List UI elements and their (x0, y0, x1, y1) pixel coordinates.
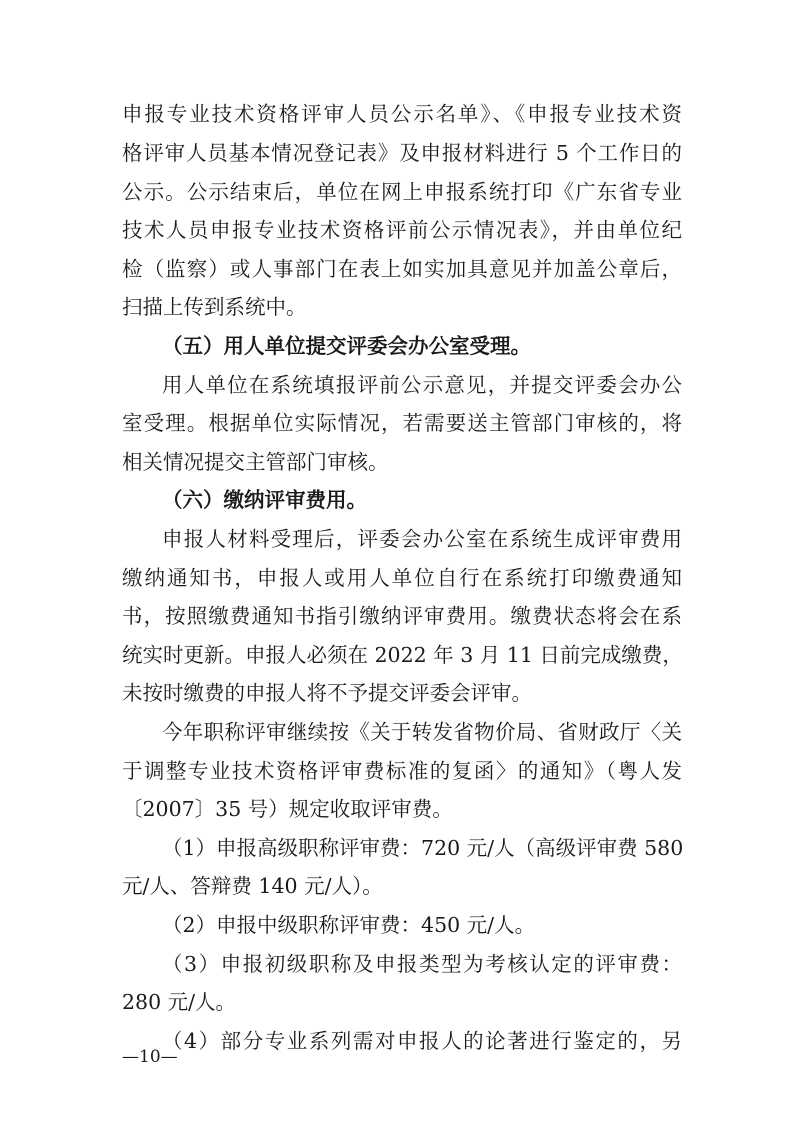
body-text-line: 缴纳通知书，申报人或用人单位自行在系统打印缴费通知 (122, 566, 682, 590)
body-text-line: 未按时缴费的申报人将不予提交评委会评审。 (122, 681, 532, 705)
section-heading-5: （五）用人单位提交评委会办公室受理。 (162, 334, 531, 358)
body-text-line: 相关情况提交主管部门审核。 (122, 450, 389, 474)
body-text-line: 申报专业技术资格评审人员公示名单》、《申报专业技术资 (122, 102, 682, 126)
body-text-line: 书，按照缴费通知书指引缴纳评审费用。缴费状态将会在系 (122, 604, 682, 628)
body-text-line: 公示。公示结束后，单位在网上申报系统打印《广东省专业 (122, 180, 682, 204)
fee-item-3: （3）申报初级职称及申报类型为考核认定的评审费： (162, 952, 682, 976)
page-number: —10— (122, 1047, 178, 1067)
body-text-line: 统实时更新。申报人必须在 2022 年 3 月 11 日前完成缴费， (122, 643, 683, 667)
body-text-line: 申报人材料受理后，评委会办公室在系统生成评审费用 (162, 527, 682, 551)
body-text-line: 〔2007〕35 号）规定收取评审费。 (122, 797, 453, 821)
body-text-line: 格评审人员基本情况登记表》及申报材料进行 5 个工作日的 (122, 141, 682, 165)
body-text-line: 技术人员申报专业技术资格评前公示情况表》，并由单位纪 (122, 218, 682, 242)
body-text-line: 检（监察）或人事部门在表上如实加具意见并加盖公章后， (122, 257, 682, 281)
body-text-line: 280 元/人。 (122, 990, 237, 1014)
body-text-line: 于调整专业技术资格评审费标准的复函〉的通知》（粤人发 (122, 759, 682, 783)
fee-item-2: （2）申报中级职称评审费：450 元/人。 (162, 913, 536, 937)
section-heading-6: （六）缴纳评审费用。 (162, 488, 367, 512)
fee-item-1: （1）申报高级职称评审费：720 元/人（高级评审费 580 (162, 836, 684, 860)
body-text-line: 室受理。根据单位实际情况，若需要送主管部门审核的，将 (122, 411, 682, 435)
body-text-line: 扫描上传到系统中。 (122, 295, 307, 319)
body-text-line: 用人单位在系统填报评前公示意见，并提交评委会办公 (162, 373, 682, 397)
body-text-line: 今年职称评审继续按《关于转发省物价局、省财政厅〈关 (162, 720, 682, 744)
fee-item-4: （4）部分专业系列需对申报人的论著进行鉴定的，另 (162, 1029, 682, 1053)
body-text-line: 元/人、答辩费 140 元/人）。 (122, 874, 383, 898)
